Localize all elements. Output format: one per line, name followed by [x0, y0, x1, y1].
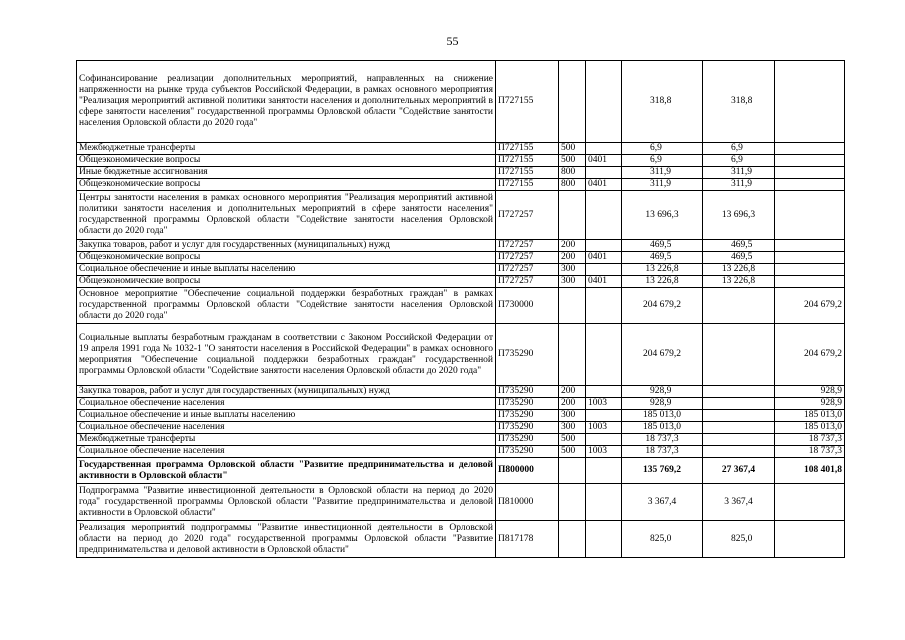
row-regional-cell: [775, 155, 845, 167]
row-section-cell: 1003: [586, 422, 622, 434]
table-row: [77, 446, 845, 458]
row-total-cell: 204 679,2: [622, 288, 703, 324]
row-regional-cell: [775, 484, 845, 521]
row-expense-type-cell: 200: [559, 240, 586, 252]
row-total-cell: 18 737,3: [622, 434, 703, 446]
row-section-cell: 1003: [586, 446, 622, 458]
row-code-cell: П727155: [496, 167, 559, 179]
table-row: [77, 264, 845, 276]
row-section-cell: [586, 386, 622, 398]
row-section-cell: [586, 434, 622, 446]
row-total-cell: 311,9: [622, 179, 703, 191]
row-name-cell: Основное мероприятие "Обеспечение социальной поддержки безработных граждан" в рамках государственной программы Орловской области "Содействие занятости населения Орловской области до 2020 года": [77, 288, 496, 324]
table-row: [77, 422, 845, 434]
row-total-cell: 825,0: [622, 521, 703, 558]
row-section-cell: [586, 264, 622, 276]
row-total-cell: 13 696,3: [622, 191, 703, 240]
budget-table: [76, 60, 845, 558]
row-federal-cell: [703, 386, 775, 398]
row-federal-cell: [703, 446, 775, 458]
row-expense-type-cell: 200: [559, 386, 586, 398]
row-code-cell: П727155: [496, 155, 559, 167]
table-row: [77, 143, 845, 155]
row-regional-cell: 204 679,2: [775, 324, 845, 386]
row-regional-cell: [775, 143, 845, 155]
row-total-cell: 311,9: [622, 167, 703, 179]
row-section-cell: [586, 288, 622, 324]
row-name-cell: Социальное обеспечение населения: [77, 446, 496, 458]
table-row: [77, 398, 845, 410]
row-federal-cell: [703, 398, 775, 410]
row-regional-cell: [775, 252, 845, 264]
row-code-cell: П727155: [496, 179, 559, 191]
row-expense-type-cell: 500: [559, 143, 586, 155]
row-federal-cell: [703, 422, 775, 434]
row-regional-cell: [775, 167, 845, 179]
row-code-cell: П727257: [496, 191, 559, 240]
row-section-cell: 0401: [586, 252, 622, 264]
row-code-cell: П727257: [496, 264, 559, 276]
row-code-cell: П735290: [496, 434, 559, 446]
row-regional-cell: 108 401,8: [775, 458, 845, 484]
page-number: 55: [446, 34, 459, 48]
table-row: [77, 61, 845, 143]
table-row: [77, 324, 845, 386]
row-expense-type-cell: [559, 324, 586, 386]
row-expense-type-cell: 200: [559, 398, 586, 410]
row-total-cell: 928,9: [622, 386, 703, 398]
row-name-cell: Социальное обеспечение населения: [77, 422, 496, 434]
row-code-cell: П735290: [496, 422, 559, 434]
row-regional-cell: [775, 179, 845, 191]
row-total-cell: 204 679,2: [622, 324, 703, 386]
row-federal-cell: 6,9: [703, 143, 775, 155]
table-row: [77, 434, 845, 446]
row-name-cell: Иные бюджетные ассигнования: [77, 167, 496, 179]
row-name-cell: Общеэкономические вопросы: [77, 179, 496, 191]
row-code-cell: П727155: [496, 143, 559, 155]
table-row: [77, 167, 845, 179]
row-code-cell: П810000: [496, 484, 559, 521]
row-name-cell: Межбюджетные трансферты: [77, 434, 496, 446]
row-federal-cell: 13 696,3: [703, 191, 775, 240]
table-row: [77, 386, 845, 398]
row-expense-type-cell: 200: [559, 252, 586, 264]
row-expense-type-cell: 300: [559, 422, 586, 434]
row-code-cell: П817178: [496, 521, 559, 558]
table-row: [77, 191, 845, 240]
budget-table-body: [77, 61, 845, 558]
row-section-cell: [586, 191, 622, 240]
row-federal-cell: 311,9: [703, 179, 775, 191]
row-expense-type-cell: [559, 61, 586, 143]
row-federal-cell: 6,9: [703, 155, 775, 167]
row-expense-type-cell: [559, 458, 586, 484]
row-regional-cell: [775, 191, 845, 240]
row-code-cell: П727257: [496, 252, 559, 264]
row-expense-type-cell: 800: [559, 167, 586, 179]
row-expense-type-cell: 500: [559, 446, 586, 458]
row-section-cell: 0401: [586, 155, 622, 167]
row-expense-type-cell: [559, 288, 586, 324]
row-expense-type-cell: 500: [559, 434, 586, 446]
table-row: [77, 240, 845, 252]
row-name-cell: Межбюджетные трансферты: [77, 143, 496, 155]
row-code-cell: П735290: [496, 446, 559, 458]
row-regional-cell: 185 013,0: [775, 410, 845, 422]
table-row: [77, 276, 845, 288]
row-regional-cell: [775, 61, 845, 143]
row-regional-cell: 928,9: [775, 398, 845, 410]
row-name-cell: Общеэкономические вопросы: [77, 252, 496, 264]
row-regional-cell: [775, 240, 845, 252]
table-row: [77, 458, 845, 484]
row-section-cell: [586, 143, 622, 155]
row-code-cell: П735290: [496, 398, 559, 410]
row-name-cell: Социальное обеспечение населения: [77, 398, 496, 410]
row-section-cell: 0401: [586, 276, 622, 288]
row-regional-cell: [775, 264, 845, 276]
row-regional-cell: 18 737,3: [775, 434, 845, 446]
table-row: [77, 521, 845, 558]
row-regional-cell: 204 679,2: [775, 288, 845, 324]
row-section-cell: 0401: [586, 179, 622, 191]
row-section-cell: [586, 167, 622, 179]
row-total-cell: 928,9: [622, 398, 703, 410]
row-total-cell: 18 737,3: [622, 446, 703, 458]
row-expense-type-cell: [559, 521, 586, 558]
row-name-cell: Закупка товаров, работ и услуг для государственных (муниципальных) нужд: [77, 386, 496, 398]
table-row: [77, 179, 845, 191]
row-total-cell: 185 013,0: [622, 410, 703, 422]
table-row: [77, 252, 845, 264]
row-regional-cell: 928,9: [775, 386, 845, 398]
table-row: [77, 155, 845, 167]
row-federal-cell: 27 367,4: [703, 458, 775, 484]
table-row: [77, 288, 845, 324]
row-code-cell: П727155: [496, 61, 559, 143]
row-total-cell: 13 226,8: [622, 264, 703, 276]
row-total-cell: 318,8: [622, 61, 703, 143]
row-total-cell: 469,5: [622, 240, 703, 252]
row-total-cell: 469,5: [622, 252, 703, 264]
row-name-cell: Софинансирование реализации дополнительных мероприятий, направленных на снижение напряженности на рынке труда субъектов Российской Федерации, в рамках основного мероприятия "Реализация мероприятий активной политики занятости населения и дополнительных мероприятий в сфере занятости населения" государственной программы Орловской области "Содействие занятости населения Орловской области до 2020 года": [77, 61, 496, 143]
row-total-cell: 6,9: [622, 155, 703, 167]
row-regional-cell: [775, 521, 845, 558]
row-section-cell: [586, 484, 622, 521]
row-federal-cell: 13 226,8: [703, 264, 775, 276]
row-section-cell: [586, 324, 622, 386]
row-total-cell: 6,9: [622, 143, 703, 155]
row-total-cell: 185 013,0: [622, 422, 703, 434]
row-federal-cell: 469,5: [703, 240, 775, 252]
row-federal-cell: [703, 324, 775, 386]
row-expense-type-cell: [559, 191, 586, 240]
row-federal-cell: 3 367,4: [703, 484, 775, 521]
row-regional-cell: 18 737,3: [775, 446, 845, 458]
row-name-cell: Государственная программа Орловской области "Развитие предпринимательства и деловой активности в Орловской области": [77, 458, 496, 484]
row-expense-type-cell: 300: [559, 276, 586, 288]
row-code-cell: П727257: [496, 276, 559, 288]
row-name-cell: Подпрограмма "Развитие инвестиционной деятельности в Орловской области на период до 2020 года" государственной программы Орловской области "Развитие предпринимательства и деловой активности в Орловской области": [77, 484, 496, 521]
row-code-cell: П727257: [496, 240, 559, 252]
row-total-cell: 13 226,8: [622, 276, 703, 288]
table-row: [77, 484, 845, 521]
row-code-cell: П735290: [496, 410, 559, 422]
row-code-cell: П735290: [496, 324, 559, 386]
table-row: [77, 410, 845, 422]
row-federal-cell: 825,0: [703, 521, 775, 558]
row-expense-type-cell: [559, 484, 586, 521]
row-federal-cell: 311,9: [703, 167, 775, 179]
row-code-cell: П800000: [496, 458, 559, 484]
row-federal-cell: 318,8: [703, 61, 775, 143]
row-code-cell: П730000: [496, 288, 559, 324]
row-name-cell: Реализация мероприятий подпрограммы "Развитие инвестиционной деятельности в Орловской области на период до 2020 года" государственной программы Орловской области "Развитие предпринимательства и деловой активности в Орловской области": [77, 521, 496, 558]
row-section-cell: 1003: [586, 398, 622, 410]
row-total-cell: 135 769,2: [622, 458, 703, 484]
row-name-cell: Социальные выплаты безработным гражданам в соответствии с Законом Российской Федерации от 19 апреля 1991 года № 1032-1 "О занятости населения в Российской Федерации" в рамках основного мероприятия "Обеспечение социальной поддержки безработных граждан" государственной программы Орловской области "Содействие занятости населения Орловской области до 2020 года": [77, 324, 496, 386]
row-expense-type-cell: 500: [559, 155, 586, 167]
row-expense-type-cell: 300: [559, 410, 586, 422]
row-total-cell: 3 367,4: [622, 484, 703, 521]
row-section-cell: [586, 240, 622, 252]
row-regional-cell: 185 013,0: [775, 422, 845, 434]
row-name-cell: Общеэкономические вопросы: [77, 276, 496, 288]
row-expense-type-cell: 300: [559, 264, 586, 276]
row-federal-cell: [703, 410, 775, 422]
row-federal-cell: [703, 434, 775, 446]
row-section-cell: [586, 521, 622, 558]
row-name-cell: Социальное обеспечение и иные выплаты населению: [77, 264, 496, 276]
row-expense-type-cell: 800: [559, 179, 586, 191]
row-federal-cell: 13 226,8: [703, 276, 775, 288]
row-federal-cell: 469,5: [703, 252, 775, 264]
row-section-cell: [586, 410, 622, 422]
row-section-cell: [586, 458, 622, 484]
row-name-cell: Общеэкономические вопросы: [77, 155, 496, 167]
row-name-cell: Закупка товаров, работ и услуг для государственных (муниципальных) нужд: [77, 240, 496, 252]
row-federal-cell: [703, 288, 775, 324]
row-name-cell: Центры занятости населения в рамках основного мероприятия "Реализация мероприятий активной политики занятости населения и дополнительных мероприятий в сфере занятости населения" государственной программы Орловской области "Содействие занятости населения Орловской области до 2020 года": [77, 191, 496, 240]
row-code-cell: П735290: [496, 386, 559, 398]
row-regional-cell: [775, 276, 845, 288]
row-section-cell: [586, 61, 622, 143]
row-name-cell: Социальное обеспечение и иные выплаты населению: [77, 410, 496, 422]
